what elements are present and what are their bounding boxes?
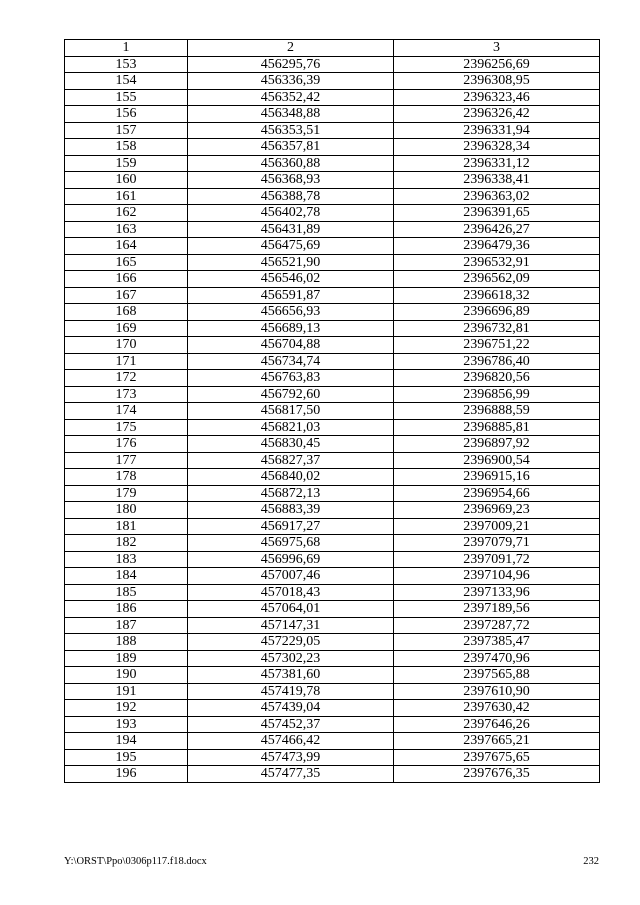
- table-row: [65, 568, 600, 585]
- point-number-cell: 191: [65, 683, 188, 700]
- table-row: [65, 634, 600, 651]
- y-coordinate-cell: 2396885,81: [394, 419, 600, 436]
- point-number-cell: 154: [65, 73, 188, 90]
- x-coordinate-cell: 457419,78: [188, 683, 394, 700]
- table-row: [65, 122, 600, 139]
- x-coordinate-cell: 456917,27: [188, 518, 394, 535]
- table-row: [65, 320, 600, 337]
- x-coordinate-cell: 456388,78: [188, 188, 394, 205]
- table-row: [65, 469, 600, 486]
- y-coordinate-cell: 2397675,65: [394, 749, 600, 766]
- table-row: [65, 749, 600, 766]
- table-row: [65, 584, 600, 601]
- table-row: [65, 139, 600, 156]
- y-coordinate-cell: 2397470,96: [394, 650, 600, 667]
- y-coordinate-cell: 2396331,94: [394, 122, 600, 139]
- table-row: [65, 716, 600, 733]
- point-number-cell: 171: [65, 353, 188, 370]
- y-coordinate-cell: 2396954,66: [394, 485, 600, 502]
- y-coordinate-cell: 2396326,42: [394, 106, 600, 123]
- y-coordinate-cell: 2397009,21: [394, 518, 600, 535]
- y-coordinate-cell: 2397676,35: [394, 766, 600, 783]
- y-coordinate-cell: 2396426,27: [394, 221, 600, 238]
- point-number-cell: 153: [65, 56, 188, 73]
- y-coordinate-cell: 2397133,96: [394, 584, 600, 601]
- table-row: [65, 386, 600, 403]
- point-number-cell: 186: [65, 601, 188, 618]
- x-coordinate-cell: 456295,76: [188, 56, 394, 73]
- table-row: [65, 502, 600, 519]
- table-row: [65, 452, 600, 469]
- y-coordinate-cell: 2397646,26: [394, 716, 600, 733]
- x-coordinate-cell: 456704,88: [188, 337, 394, 354]
- x-coordinate-cell: 456357,81: [188, 139, 394, 156]
- y-coordinate-cell: 2397189,56: [394, 601, 600, 618]
- point-number-cell: 195: [65, 749, 188, 766]
- table-row: [65, 254, 600, 271]
- x-coordinate-cell: 456521,90: [188, 254, 394, 271]
- x-coordinate-cell: 457007,46: [188, 568, 394, 585]
- point-number-cell: 161: [65, 188, 188, 205]
- y-coordinate-cell: 2397630,42: [394, 700, 600, 717]
- x-coordinate-cell: 457381,60: [188, 667, 394, 684]
- table-row: [65, 733, 600, 750]
- point-number-cell: 176: [65, 436, 188, 453]
- point-number-cell: 166: [65, 271, 188, 288]
- y-coordinate-cell: 2396363,02: [394, 188, 600, 205]
- point-number-cell: 192: [65, 700, 188, 717]
- x-coordinate-cell: 457439,04: [188, 700, 394, 717]
- table-row: [65, 551, 600, 568]
- point-number-cell: 174: [65, 403, 188, 420]
- x-coordinate-cell: 456763,83: [188, 370, 394, 387]
- y-coordinate-cell: 2396915,16: [394, 469, 600, 486]
- point-number-cell: 184: [65, 568, 188, 585]
- column-header-x: 2: [188, 40, 394, 57]
- footer-file-path: Y:\ORST\Ppo\0306p117.f18.docx: [64, 856, 207, 867]
- point-number-cell: 160: [65, 172, 188, 189]
- point-number-cell: 179: [65, 485, 188, 502]
- point-number-cell: 165: [65, 254, 188, 271]
- table-row: [65, 766, 600, 783]
- y-coordinate-cell: 2396532,91: [394, 254, 600, 271]
- x-coordinate-cell: 457452,37: [188, 716, 394, 733]
- y-coordinate-cell: 2396820,56: [394, 370, 600, 387]
- table-row: [65, 73, 600, 90]
- y-coordinate-cell: 2396338,41: [394, 172, 600, 189]
- x-coordinate-cell: 456336,39: [188, 73, 394, 90]
- x-coordinate-cell: 456431,89: [188, 221, 394, 238]
- table-row: [65, 601, 600, 618]
- table-row: [65, 419, 600, 436]
- table-row: [65, 205, 600, 222]
- y-coordinate-cell: 2397565,88: [394, 667, 600, 684]
- point-number-cell: 196: [65, 766, 188, 783]
- point-number-cell: 158: [65, 139, 188, 156]
- point-number-cell: 155: [65, 89, 188, 106]
- point-number-cell: 188: [65, 634, 188, 651]
- x-coordinate-cell: 457302,23: [188, 650, 394, 667]
- point-number-cell: 169: [65, 320, 188, 337]
- x-coordinate-cell: 457229,05: [188, 634, 394, 651]
- y-coordinate-cell: 2396897,92: [394, 436, 600, 453]
- point-number-cell: 190: [65, 667, 188, 684]
- y-coordinate-cell: 2397079,71: [394, 535, 600, 552]
- point-number-cell: 157: [65, 122, 188, 139]
- table-row: [65, 304, 600, 321]
- x-coordinate-cell: 456348,88: [188, 106, 394, 123]
- point-number-cell: 193: [65, 716, 188, 733]
- point-number-cell: 164: [65, 238, 188, 255]
- y-coordinate-cell: 2396900,54: [394, 452, 600, 469]
- point-number-cell: 159: [65, 155, 188, 172]
- point-number-cell: 180: [65, 502, 188, 519]
- table-row: [65, 287, 600, 304]
- table-row: [65, 172, 600, 189]
- table-row: [65, 700, 600, 717]
- y-coordinate-cell: 2396256,69: [394, 56, 600, 73]
- x-coordinate-cell: 456689,13: [188, 320, 394, 337]
- footer-page-number: 232: [583, 856, 599, 867]
- x-coordinate-cell: 456883,39: [188, 502, 394, 519]
- table-body: [65, 56, 600, 782]
- point-number-cell: 170: [65, 337, 188, 354]
- x-coordinate-cell: 456402,78: [188, 205, 394, 222]
- point-number-cell: 178: [65, 469, 188, 486]
- y-coordinate-cell: 2396323,46: [394, 89, 600, 106]
- table-row: [65, 436, 600, 453]
- point-number-cell: 168: [65, 304, 188, 321]
- y-coordinate-cell: 2397287,72: [394, 617, 600, 634]
- table-row: [65, 667, 600, 684]
- table-row: [65, 535, 600, 552]
- x-coordinate-cell: 456734,74: [188, 353, 394, 370]
- x-coordinate-cell: 456817,50: [188, 403, 394, 420]
- table-row: [65, 683, 600, 700]
- y-coordinate-cell: 2396479,36: [394, 238, 600, 255]
- y-coordinate-cell: 2397665,21: [394, 733, 600, 750]
- x-coordinate-cell: 456996,69: [188, 551, 394, 568]
- y-coordinate-cell: 2396969,23: [394, 502, 600, 519]
- table-row: [65, 518, 600, 535]
- x-coordinate-cell: 456975,68: [188, 535, 394, 552]
- point-number-cell: 173: [65, 386, 188, 403]
- x-coordinate-cell: 457477,35: [188, 766, 394, 783]
- x-coordinate-cell: 456840,02: [188, 469, 394, 486]
- x-coordinate-cell: 456368,93: [188, 172, 394, 189]
- table-row: [65, 89, 600, 106]
- x-coordinate-cell: 456475,69: [188, 238, 394, 255]
- x-coordinate-cell: 456830,45: [188, 436, 394, 453]
- point-number-cell: 187: [65, 617, 188, 634]
- y-coordinate-cell: 2396391,65: [394, 205, 600, 222]
- x-coordinate-cell: 456546,02: [188, 271, 394, 288]
- table-row: [65, 353, 600, 370]
- point-number-cell: 183: [65, 551, 188, 568]
- table-row: [65, 56, 600, 73]
- y-coordinate-cell: 2396856,99: [394, 386, 600, 403]
- table-row: [65, 221, 600, 238]
- y-coordinate-cell: 2396751,22: [394, 337, 600, 354]
- point-number-cell: 181: [65, 518, 188, 535]
- table-row: [65, 106, 600, 123]
- point-number-cell: 194: [65, 733, 188, 750]
- point-number-cell: 162: [65, 205, 188, 222]
- x-coordinate-cell: 457064,01: [188, 601, 394, 618]
- x-coordinate-cell: 457147,31: [188, 617, 394, 634]
- table-row: [65, 238, 600, 255]
- point-number-cell: 189: [65, 650, 188, 667]
- table-row: [65, 271, 600, 288]
- y-coordinate-cell: 2397610,90: [394, 683, 600, 700]
- table-row: [65, 370, 600, 387]
- table-row: [65, 188, 600, 205]
- coordinates-table: [64, 39, 600, 783]
- x-coordinate-cell: 457018,43: [188, 584, 394, 601]
- y-coordinate-cell: 2396732,81: [394, 320, 600, 337]
- x-coordinate-cell: 456821,03: [188, 419, 394, 436]
- point-number-cell: 172: [65, 370, 188, 387]
- y-coordinate-cell: 2396888,59: [394, 403, 600, 420]
- table-row: [65, 617, 600, 634]
- x-coordinate-cell: 456360,88: [188, 155, 394, 172]
- point-number-cell: 175: [65, 419, 188, 436]
- table-row: [65, 155, 600, 172]
- point-number-cell: 182: [65, 535, 188, 552]
- y-coordinate-cell: 2397385,47: [394, 634, 600, 651]
- y-coordinate-cell: 2396562,09: [394, 271, 600, 288]
- table-row: [65, 403, 600, 420]
- x-coordinate-cell: 456827,37: [188, 452, 394, 469]
- x-coordinate-cell: 457473,99: [188, 749, 394, 766]
- y-coordinate-cell: 2396308,95: [394, 73, 600, 90]
- x-coordinate-cell: 456353,51: [188, 122, 394, 139]
- point-number-cell: 156: [65, 106, 188, 123]
- table-header-row: [65, 40, 600, 57]
- table-row: [65, 337, 600, 354]
- y-coordinate-cell: 2396331,12: [394, 155, 600, 172]
- y-coordinate-cell: 2396786,40: [394, 353, 600, 370]
- y-coordinate-cell: 2397104,96: [394, 568, 600, 585]
- y-coordinate-cell: 2397091,72: [394, 551, 600, 568]
- x-coordinate-cell: 457466,42: [188, 733, 394, 750]
- column-header-y: 3: [394, 40, 600, 57]
- y-coordinate-cell: 2396696,89: [394, 304, 600, 321]
- point-number-cell: 177: [65, 452, 188, 469]
- y-coordinate-cell: 2396328,34: [394, 139, 600, 156]
- x-coordinate-cell: 456352,42: [188, 89, 394, 106]
- x-coordinate-cell: 456872,13: [188, 485, 394, 502]
- table-row: [65, 650, 600, 667]
- x-coordinate-cell: 456656,93: [188, 304, 394, 321]
- column-header-number: 1: [65, 40, 188, 57]
- y-coordinate-cell: 2396618,32: [394, 287, 600, 304]
- x-coordinate-cell: 456591,87: [188, 287, 394, 304]
- x-coordinate-cell: 456792,60: [188, 386, 394, 403]
- point-number-cell: 163: [65, 221, 188, 238]
- point-number-cell: 185: [65, 584, 188, 601]
- table-row: [65, 485, 600, 502]
- point-number-cell: 167: [65, 287, 188, 304]
